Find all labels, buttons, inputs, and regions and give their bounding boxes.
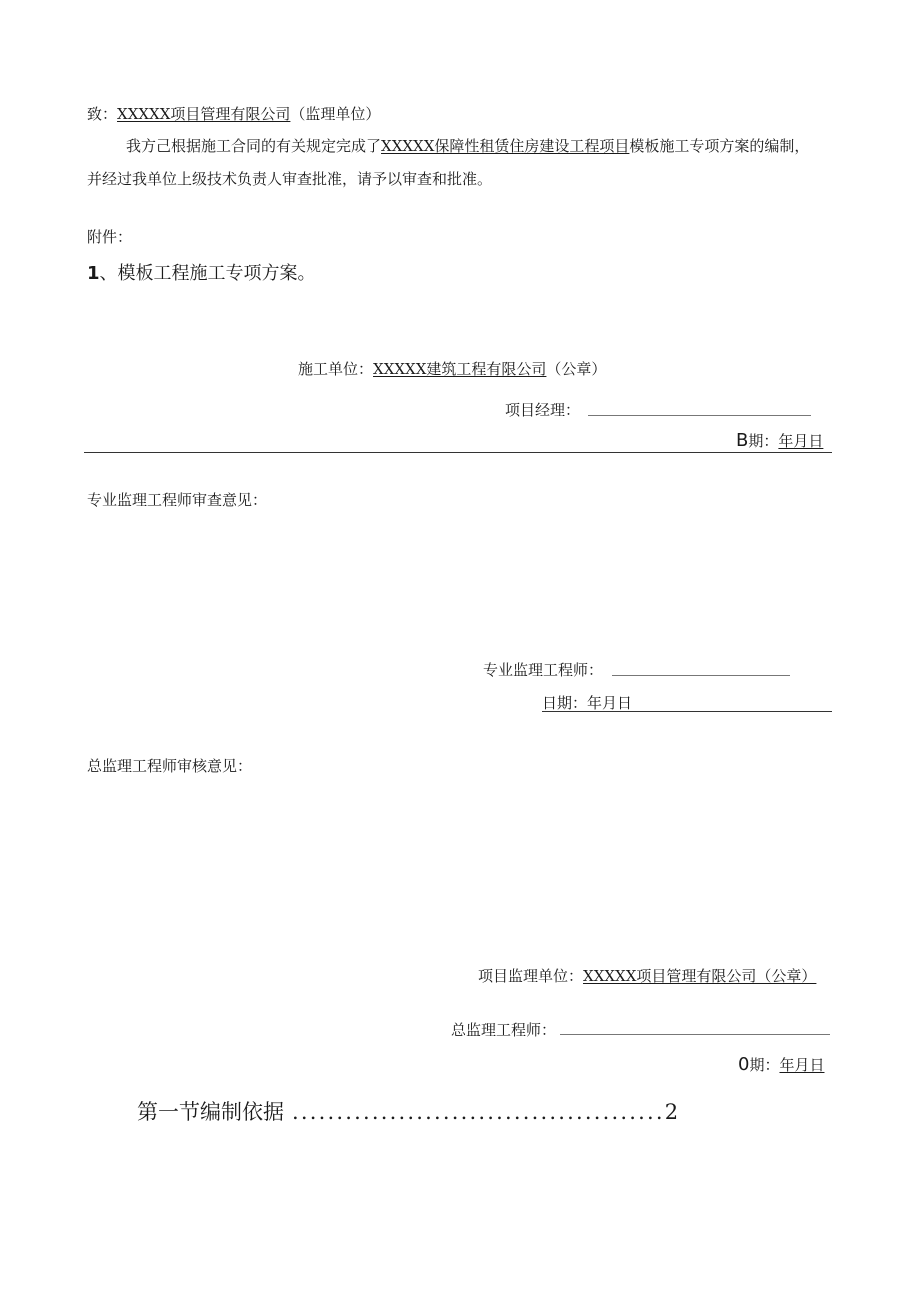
chief-signature-line xyxy=(560,1034,830,1035)
contractor-date-value: 年月日 xyxy=(778,432,824,450)
project-manager-signature-line xyxy=(588,415,811,416)
supervision-unit-line xyxy=(478,966,816,986)
body-text: 我方己根据施工合同的有关规定完成了 xyxy=(126,137,382,155)
supervision-unit-label: 项目监理单位： xyxy=(478,967,584,985)
specialist-signature-line xyxy=(612,675,790,676)
chief-date-label: 期： xyxy=(749,1056,780,1074)
project-manager-label: 项目经理： xyxy=(505,401,581,419)
toc-entry[interactable] xyxy=(137,1097,678,1127)
contractor-date-prefix: B xyxy=(736,430,749,451)
specialist-date-label: 日期： xyxy=(542,694,588,712)
specialist-date-value: 年月日 xyxy=(587,694,633,712)
contractor-unit-name: XXXXX建筑工程有限公司 xyxy=(373,360,547,378)
addressee-org: XXXXX项目管理有限公司 xyxy=(117,105,291,123)
attachment-item xyxy=(87,262,316,286)
attachments-label: 附件： xyxy=(87,228,133,246)
attachment-number: 1 xyxy=(87,263,100,284)
toc-entry-title: 第一节编制依据 xyxy=(137,1100,284,1124)
specialist-date-line xyxy=(542,693,632,713)
specialist-engineer-label: 专业监理工程师： xyxy=(483,661,604,679)
contractor-date-label: 期： xyxy=(748,432,779,450)
contractor-unit-line xyxy=(298,359,606,379)
contractor-seal: （公章） xyxy=(546,360,607,378)
specialist-opinion-label: 专业监理工程师审查意见： xyxy=(87,491,268,509)
toc-leader: .......................................... xyxy=(292,1100,665,1124)
addressee-prefix: 致： xyxy=(87,105,118,123)
body-paragraph-line2: 并经过我单位上级技术负责人审查批准，请予以审查和批准。 xyxy=(87,170,493,188)
specialist-date-underline xyxy=(542,711,832,712)
supervision-unit-name: XXXXX项目管理有限公司（公章） xyxy=(583,967,817,985)
chief-date-line xyxy=(738,1054,824,1076)
chief-engineer-label: 总监理工程师： xyxy=(451,1021,557,1039)
addressee-line xyxy=(87,104,380,124)
toc-page-number: 2 xyxy=(664,1100,679,1124)
chief-date-prefix: 0 xyxy=(738,1054,750,1075)
project-name: XXXXX保障性租赁住房建设工程项目 xyxy=(381,137,630,155)
contractor-unit-label: 施工单位： xyxy=(298,360,374,378)
section-divider xyxy=(84,452,832,453)
body-paragraph-line1 xyxy=(126,136,809,156)
addressee-suffix: （监理单位） xyxy=(290,105,381,123)
chief-opinion-label: 总监理工程师审核意见： xyxy=(87,757,253,775)
contractor-date-line xyxy=(736,430,823,452)
attachment-text: 、模板工程施工专项方案。 xyxy=(99,263,316,284)
chief-date-value: 年月日 xyxy=(779,1056,825,1074)
body-text-cont: 模板施工专项方案的编制， xyxy=(629,137,810,155)
